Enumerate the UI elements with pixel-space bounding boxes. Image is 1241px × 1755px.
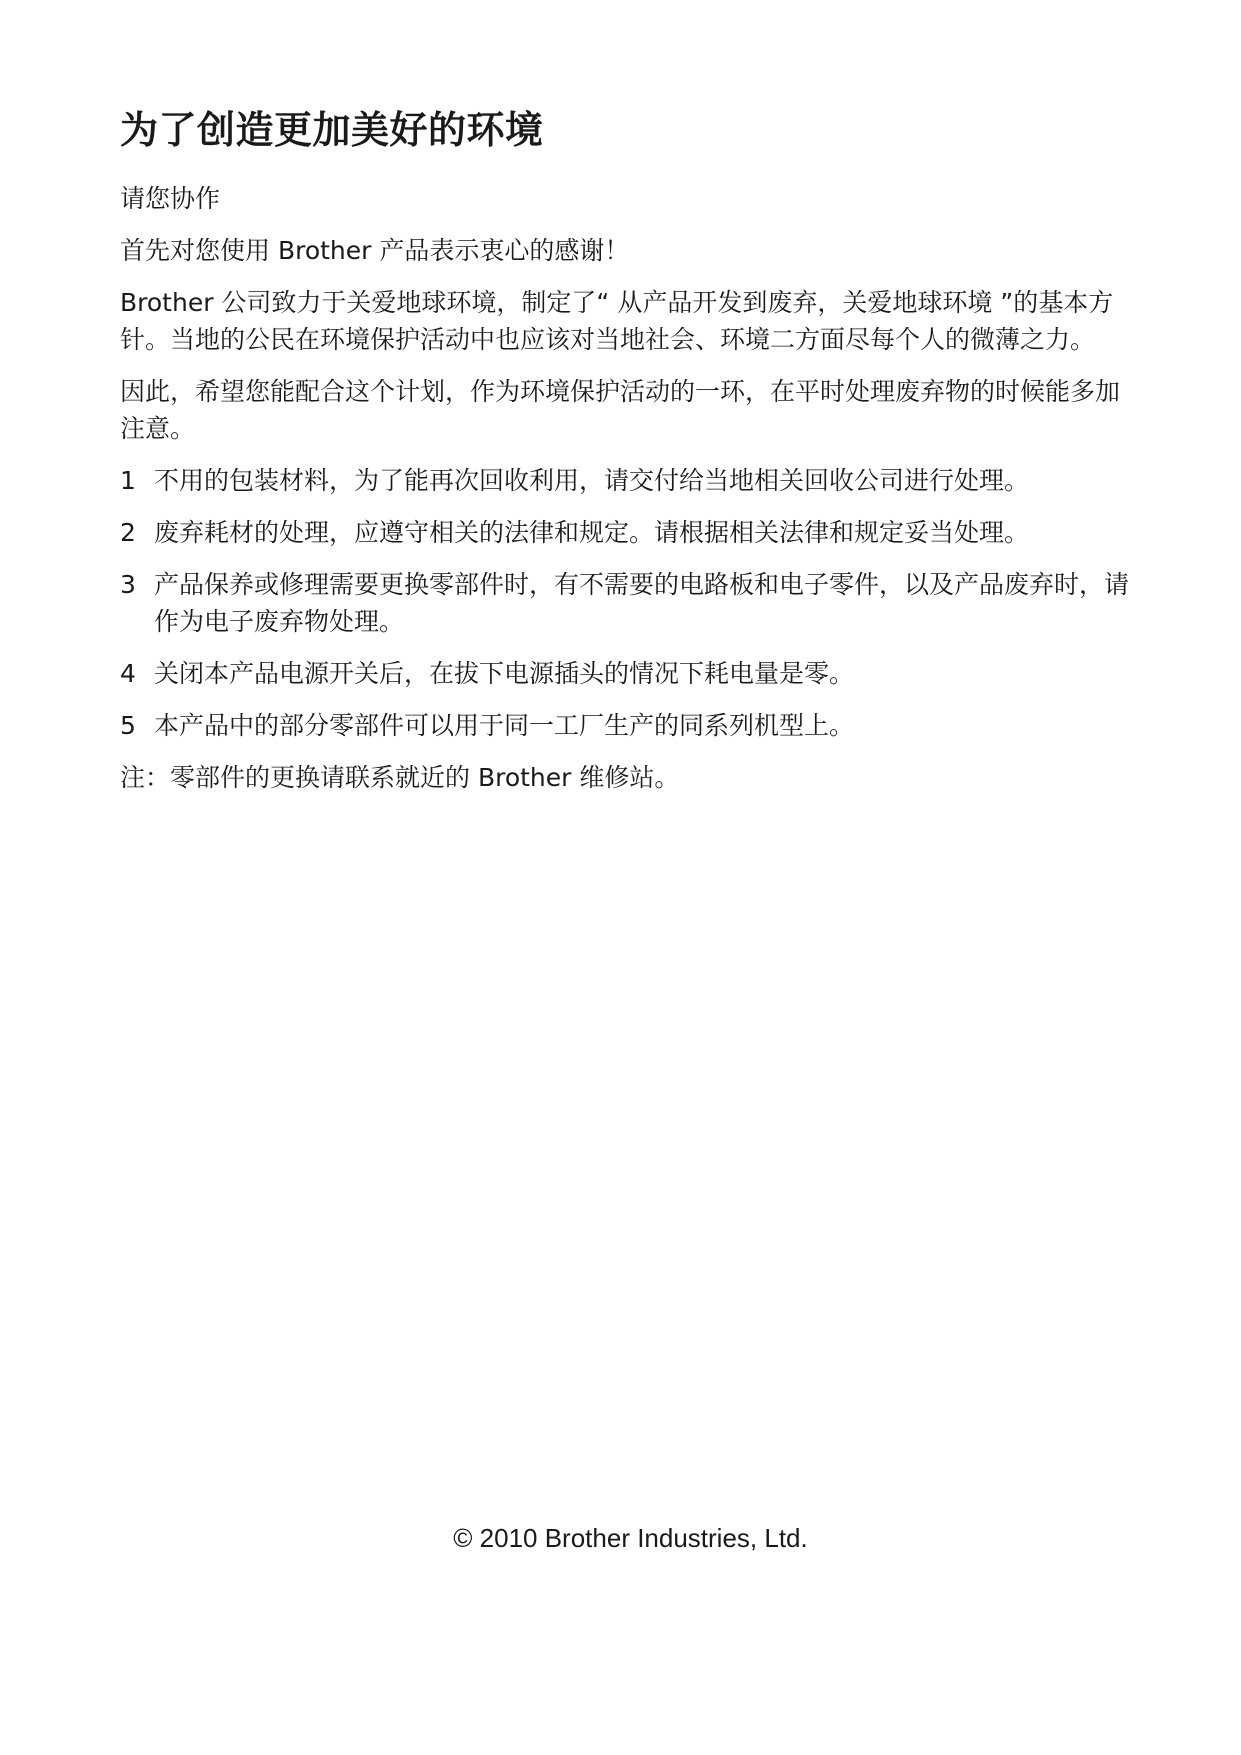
note: 注：零部件的更换请联系就近的 Brother 维修站。 <box>120 762 680 792</box>
list-text: 关闭本产品电源开关后，在拔下电源插头的情况下耗电量是零。 <box>154 658 855 688</box>
paragraph-cooperation: 因此，希望您能配合这个计划，作为环境保护活动的一环，在平时处理废弃物的时候能多加注意。 <box>120 376 1121 443</box>
page-title: 为了创造更加美好的环境 <box>120 108 544 152</box>
list-text: 废弃耗材的处理，应遵守相关的法律和规定。请根据相关法律和规定妥当处理。 <box>154 517 1030 547</box>
document-body <box>120 108 1140 811</box>
list-item <box>120 707 1140 744</box>
list-number: 2 <box>120 517 136 547</box>
paragraph-policy: Brother 公司致力于关爱地球环境，制定了“ 从产品开发到废弃，关爱地球环境 ”的基本方针。当地的公民在环境保护活动中也应该对当地社会、环境二方面尽每个人的微薄之力。 <box>120 287 1114 354</box>
guidelines-list <box>120 462 1140 744</box>
list-number: 4 <box>120 658 136 688</box>
list-number: 5 <box>120 710 136 740</box>
list-item <box>120 514 1140 551</box>
list-item <box>120 655 1140 692</box>
list-text: 产品保养或修理需要更换零部件时，有不需要的电路板和电子零件，以及产品废弃时，请作为电子废弃物处理。 <box>154 569 1130 636</box>
list-text: 不用的包装材料，为了能再次回收利用，请交付给当地相关回收公司进行处理。 <box>154 465 1030 495</box>
list-item <box>120 462 1140 499</box>
list-item <box>120 566 1140 640</box>
copyright-footer <box>0 1520 1241 1556</box>
copyright-text: © 2010 Brother Industries, Ltd. <box>453 1523 808 1553</box>
list-number: 1 <box>120 465 136 495</box>
paragraph-thanks: 首先对您使用 Brother 产品表示衷心的感谢！ <box>120 235 630 265</box>
list-number: 3 <box>120 569 136 599</box>
list-text: 本产品中的部分零部件可以用于同一工厂生产的同系列机型上。 <box>154 710 855 740</box>
paragraph-request: 请您协作 <box>120 183 221 213</box>
